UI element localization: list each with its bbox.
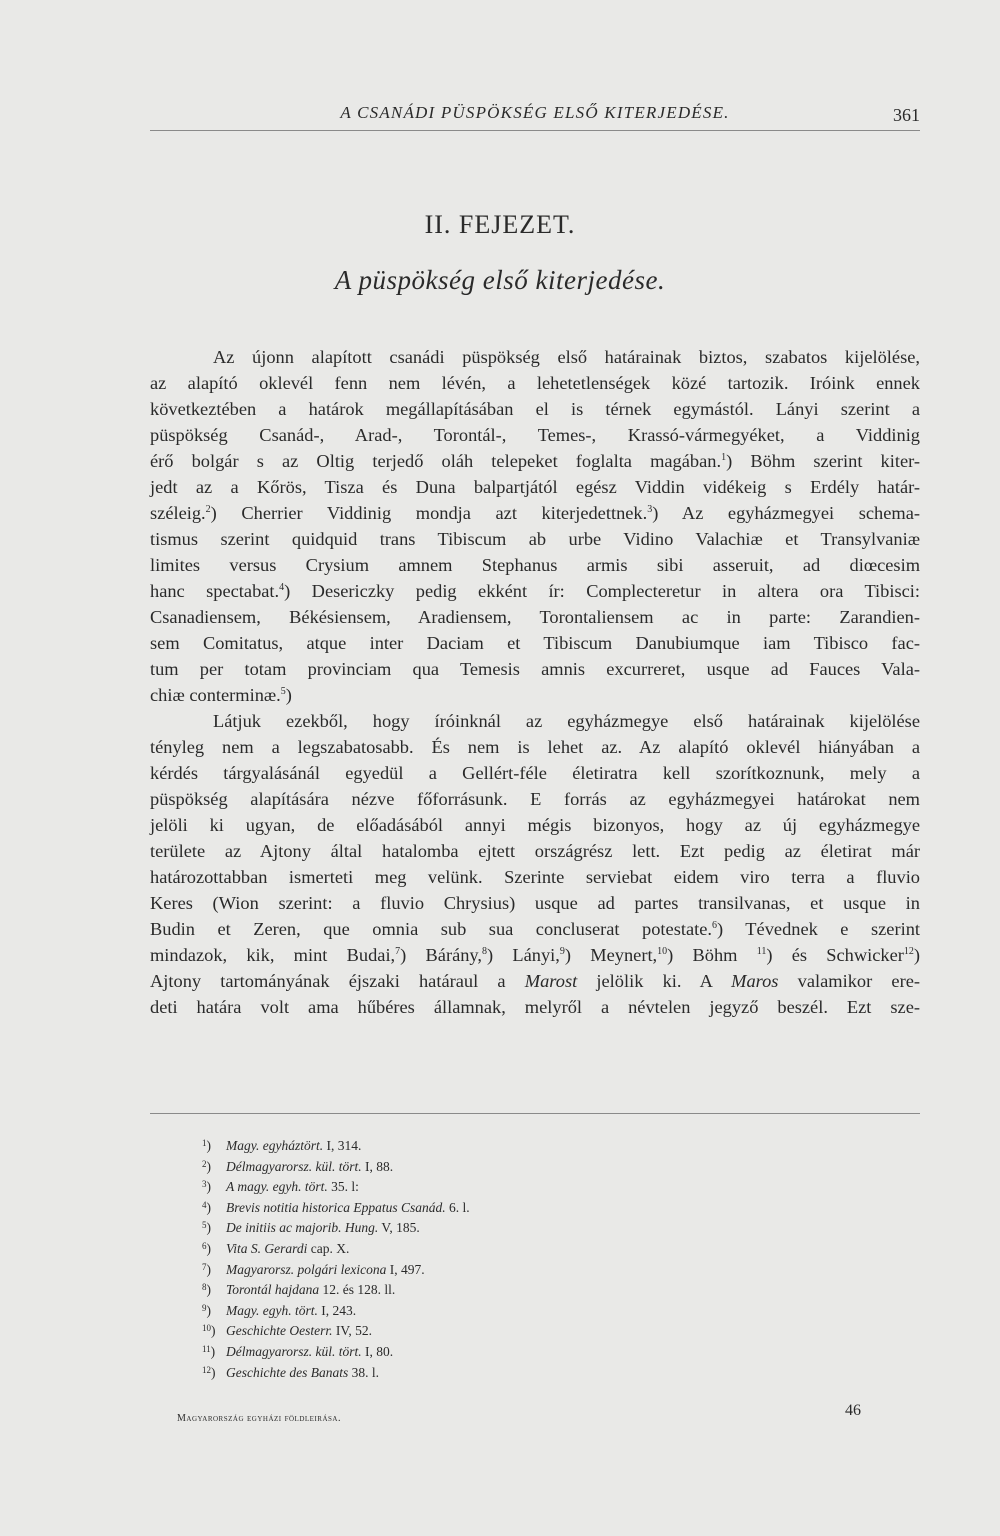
- emphasis: Marost: [524, 971, 578, 991]
- body-line: [150, 682, 920, 708]
- text-run: jelöli ki ugyan, de előadásából annyi mégis bizonyos, hogy az új egyházmegye: [150, 815, 920, 835]
- footnotes: [202, 1133, 852, 1380]
- text-run: jedt az a Kőrös, Tisza és Duna balpartjától egész Viddin vidékeig s Erdély határ-: [150, 477, 920, 497]
- footnote-locator: 35. l:: [327, 1179, 359, 1195]
- footnote: [202, 1298, 852, 1319]
- footnote-divider: [150, 1113, 920, 1114]
- text-run: határozottabban ismerteti meg velünk. Szerinte serviebat eidem viro terra a fluvio: [150, 867, 920, 887]
- footnote-number-value: 2: [202, 1158, 207, 1169]
- text-run: ) Tévednek e szerint: [717, 919, 920, 939]
- text-run: tismus szerint quidquid trans Tibiscum ab urbe Vidino Valachiæ et Transylvaniæ: [150, 529, 920, 549]
- footnote-title: Torontál hajdana: [226, 1282, 320, 1298]
- body-line: [150, 994, 920, 1020]
- body-line: [150, 422, 920, 448]
- footnote: [202, 1257, 852, 1278]
- footnote-title: Geschichte des Banats: [226, 1364, 349, 1380]
- body-line: [150, 734, 920, 760]
- footnote-ref: 7: [395, 946, 401, 957]
- body-line: [150, 760, 920, 786]
- text-run: ) Böhm: [667, 945, 757, 965]
- body-line: [150, 344, 920, 370]
- body-line: [150, 812, 920, 838]
- body-line: [150, 630, 920, 656]
- text-run: következtében a határok megállapításában el is térnek egymástól. Lányi szerint a: [150, 399, 920, 419]
- footnote-ref: 8: [482, 946, 488, 957]
- footnote-number-value: 10: [202, 1323, 211, 1334]
- text-run: tum per totam provinciam qua Temesis amnis excurreret, usque ad Fauces Vala-: [150, 659, 920, 679]
- running-head: [150, 100, 920, 131]
- footnote-ref: 12: [903, 946, 914, 957]
- footnote-number-value: 7: [202, 1261, 207, 1272]
- footnote-number-value: 8: [202, 1282, 207, 1293]
- body-line: [150, 500, 920, 526]
- footnote-number-value: 11: [202, 1343, 211, 1354]
- footnote-number: $^9$): [202, 1302, 211, 1318]
- text-run: jelölik ki. A: [577, 971, 732, 991]
- running-title: A CSANÁDI PÜSPÖKSÉG ELSŐ KITERJEDÉSE.: [340, 103, 730, 122]
- footnote-title: Vita S. Gerardi: [226, 1240, 308, 1256]
- text-run: limites versus Crysium amnem Stephanus armis sibi asseruit, ad diœcesim: [150, 555, 920, 575]
- footnote-locator: V, 185.: [378, 1220, 420, 1236]
- footnote-number: $^1$): [202, 1138, 211, 1153]
- footnote-title: Brevis notitia historica Eppatus Csanád.: [226, 1199, 446, 1215]
- text-run: ): [285, 685, 292, 705]
- text-run: valamikor ere-: [778, 971, 920, 991]
- footnote-ref: 4: [279, 582, 285, 593]
- text-run: hanc spectabat.: [150, 581, 280, 601]
- footnote-title: Magy. egyháztört.: [226, 1138, 324, 1153]
- footnote-title: Délmagyarorsz. kül. tört.: [226, 1158, 362, 1174]
- emphasis: Maros: [731, 971, 779, 991]
- footnote-title: Magyarorsz. polgári lexicona: [226, 1261, 387, 1277]
- body-text: [150, 344, 920, 1020]
- text-run: ) Desericzky pedig ekként ír: Complecteretur in altera ora Tibisci:: [284, 581, 920, 601]
- text-run: ) Lányi,: [487, 945, 560, 965]
- footnote: [202, 1215, 852, 1236]
- footnote-ref: 5: [280, 686, 286, 697]
- footnote-number: $^8$): [202, 1282, 211, 1298]
- body-line: [150, 578, 920, 604]
- footnote-locator: 12. és 128. ll.: [319, 1282, 396, 1298]
- footnote-ref: 2: [205, 504, 211, 515]
- text-run: Ajtony tartományának éjszaki határaul a: [150, 971, 525, 991]
- footnote-number-value: 5: [202, 1220, 207, 1231]
- text-run: chiæ conterminæ.: [150, 685, 281, 705]
- text-run: ) Böhm szerint kiter-: [726, 451, 921, 471]
- text-run: ) és Schwicker: [766, 945, 904, 965]
- text-run: Az újonn alapított csanádi püspökség első határainak biztos, szabatos kijelölése,: [213, 347, 920, 367]
- footnote-number: $^{11}$): [202, 1343, 216, 1359]
- footnote-locator: 6. l.: [445, 1199, 470, 1215]
- footnote: [202, 1339, 852, 1360]
- body-line: [150, 552, 920, 578]
- chapter-subtitle: A püspökség első kiterjedése.: [334, 265, 666, 295]
- footnote-number-value: 1: [202, 1138, 207, 1148]
- body-line: [150, 448, 920, 474]
- sheet-number: 46: [845, 1402, 861, 1419]
- body-line: [150, 656, 920, 682]
- footnote-number: $^4$): [202, 1199, 211, 1215]
- footnote-number: $^{10}$): [202, 1323, 216, 1339]
- text-run: ) Meynert,: [564, 945, 658, 965]
- text-run: deti határa volt ama hűbéres államnak, melyről a névtelen jegyző beszél. Ezt sze-: [150, 997, 920, 1017]
- chapter-heading: II. FEJEZET.: [424, 210, 576, 239]
- body-line: [150, 968, 920, 994]
- body-line: [150, 708, 920, 734]
- footnote-number-value: 12: [202, 1364, 211, 1375]
- footnote-number-value: 9: [202, 1302, 207, 1313]
- footnote-locator: I, 80.: [361, 1343, 394, 1359]
- footnote-number: $^2$): [202, 1158, 211, 1174]
- text-run: ) Bárány,: [400, 945, 483, 965]
- text-run: Csanadiensem, Békésiensem, Aradiensem, Torontaliensem ac in parte: Zarandien-: [150, 607, 920, 627]
- footnote-number-value: 6: [202, 1240, 207, 1251]
- text-run: Budin et Zeren, que omnia sub sua concluserat potestate.: [150, 919, 713, 939]
- body-line: [150, 370, 920, 396]
- footnote-number: $^3$): [202, 1179, 211, 1195]
- footnote-ref: 6: [712, 920, 718, 931]
- footnote: [202, 1318, 852, 1339]
- text-run: Látjuk ezekből, hogy íróinknál az egyházmegye első határainak kijelölése: [213, 711, 920, 731]
- footnote-number-value: 4: [202, 1199, 207, 1210]
- footnote-title: Délmagyarorsz. kül. tört.: [226, 1343, 362, 1359]
- text-run: ): [913, 945, 921, 965]
- text-run: püspökség alapítására nézve főforrásunk. E forrás az egyházmegyei határokat nem: [150, 789, 920, 809]
- footnote-title: A magy. egyh. tört.: [226, 1179, 328, 1195]
- footnote: [202, 1133, 852, 1154]
- text-run: ) Cherrier Viddinig mondja azt kiterjedettnek.: [210, 503, 648, 523]
- text-run: az alapító oklevél fenn nem lévén, a lehetetlenségek közé tartozik. Iróink ennek: [150, 373, 920, 393]
- footnote-number: $^6$): [202, 1240, 211, 1256]
- text-run: sem Comitatus, atque inter Daciam et Tibiscum Danubiumque iam Tibisco fac-: [150, 633, 920, 653]
- footnote: [202, 1236, 852, 1257]
- footnote: [202, 1154, 852, 1175]
- body-line: [150, 864, 920, 890]
- footnote-title: Magy. egyh. tört.: [226, 1302, 318, 1318]
- text-run: püspökség Csanád-, Arad-, Torontál-, Temes-, Krassó-vármegyéket, a Viddinig: [150, 425, 920, 445]
- text-run: széleig.: [150, 503, 206, 523]
- footnote: [202, 1174, 852, 1195]
- footnote-number: $^{12}$): [202, 1364, 216, 1380]
- footnote-ref: 10: [657, 946, 668, 957]
- footnote: [202, 1195, 852, 1216]
- footnote-title: Geschichte Oesterr.: [226, 1323, 333, 1339]
- footnote-ref: 3: [647, 504, 653, 515]
- footnote-number: $^5$): [202, 1220, 211, 1236]
- text-run: területe az Ajtony által hatalomba ejtett országrész lett. Ezt pedig az életirat már: [150, 841, 920, 861]
- text-run: Keres (Wion szerint: a fluvio Chrysius) usque ad partes transilvanas, et usque in: [150, 893, 920, 913]
- body-line: [150, 604, 920, 630]
- body-line: [150, 786, 920, 812]
- text-run: ) Az egyházmegyei schema-: [652, 503, 920, 523]
- footnote-title: De initiis ac majorib. Hung.: [226, 1220, 379, 1236]
- text-run: kérdés tárgyalásánál egyedül a Gellért-féle életiratra kell szorítkoznunk, mely a: [150, 763, 920, 783]
- footnote: [202, 1277, 852, 1298]
- body-line: [150, 916, 920, 942]
- footnote-locator: I, 88.: [361, 1158, 394, 1174]
- footnote-ref: 1: [721, 452, 727, 463]
- page-number: 361: [893, 105, 920, 125]
- footnote-ref: 11: [756, 946, 767, 957]
- body-line: [150, 890, 920, 916]
- body-line: [150, 396, 920, 422]
- body-line: [150, 474, 920, 500]
- body-line: [150, 526, 920, 552]
- text-run: tényleg nem a legszabatosabb. És nem is lehet az. Az alapító oklevél hiányában a: [150, 737, 920, 757]
- footnote-ref: 9: [559, 946, 565, 957]
- text-run: érő bolgár s az Oltig terjedő oláh telepeket foglalta magában.: [150, 451, 722, 471]
- footnote-locator: I, 497.: [386, 1261, 425, 1277]
- footnote-locator: cap. X.: [307, 1240, 350, 1256]
- footnote: [202, 1360, 852, 1381]
- footnote-number-value: 3: [202, 1179, 207, 1190]
- footnote-number: $^7$): [202, 1261, 211, 1277]
- printer-signature: Magyarország egyházi földleirása.: [177, 1413, 341, 1424]
- footnote-locator: IV, 52.: [332, 1323, 372, 1339]
- footnote-locator: I, 314.: [323, 1138, 362, 1153]
- footnote-locator: I, 243.: [317, 1302, 357, 1318]
- text-run: mindazok, kik, mint Budai,: [150, 945, 396, 965]
- body-line: [150, 942, 920, 968]
- footnote-locator: 38. l.: [348, 1364, 379, 1380]
- body-line: [150, 838, 920, 864]
